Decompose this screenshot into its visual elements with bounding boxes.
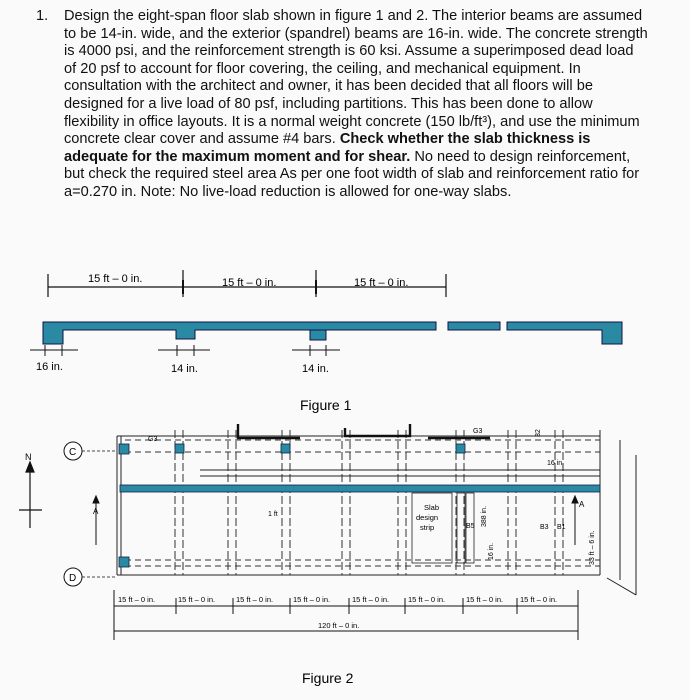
section-a-right: A	[579, 500, 585, 509]
bottom-span-4: 15 ft – 0 in.	[293, 595, 331, 604]
problem-number: 1.	[36, 8, 49, 24]
dim-33-label: 33 ft – 6 in.	[589, 530, 596, 565]
total-length-label: 120 ft – 0 in.	[318, 621, 360, 630]
slab-strip-line-2: design	[416, 513, 439, 522]
bottom-span-6: 15 ft – 0 in.	[408, 595, 446, 604]
grid-c-label: C	[69, 447, 77, 458]
dim-32-label: 32	[535, 429, 542, 437]
bottom-span-7: 15 ft – 0 in.	[466, 595, 504, 604]
g3-left-label: G3	[148, 436, 158, 443]
fig1-span-2: 15 ft – 0 in.	[222, 277, 277, 289]
figure1-caption: Figure 1	[300, 397, 352, 413]
problem-text-1: Design the eight-span floor slab shown in figure 1 and 2. The interior beams are assumed to be 14-in. wide, and the exterior (spandrel) beams are 16-in. wide. The concrete strength is 4000 psi, and the reinforcement strength is 60 ksi. Assume a superimposed dead load of 20 psf to account for floor covering, the ceiling, and mechanical equipment. In consultation with the architect and owner, it has been decided that all floors will be designed for a live load of 80 psf, including partitions. This has been done to allow flexibility in office layouts. It is a normal weight concrete (150 lb/ft³), and use the minimum concrete clear cover and assume #4 bars.	[64, 8, 648, 148]
bottom-span-5: 15 ft – 0 in.	[352, 595, 390, 604]
fig1-span-3: 15 ft – 0 in.	[354, 277, 409, 289]
b3-label: B3	[540, 524, 549, 531]
bottom-span-8: 15 ft – 0 in.	[520, 595, 558, 604]
fig1-beam-int-1: 14 in.	[171, 363, 198, 375]
problem-text-bold: Check whether the slab thickness is adequate for the maximum moment and for shear.	[64, 131, 591, 165]
figure2-caption: Figure 2	[302, 670, 354, 686]
dim-16-top-label: 16 in.	[547, 460, 565, 467]
grid-d-label: D	[69, 573, 77, 584]
b1-label: B1	[557, 524, 566, 531]
north-arrow-icon	[19, 462, 42, 528]
one-ft-label: 1 ft	[268, 511, 278, 518]
fig1-beam-int-2: 14 in.	[302, 363, 329, 375]
fig1-span-1: 15 ft – 0 in.	[88, 273, 143, 285]
g3-right-label: G3	[473, 428, 483, 435]
slab-strip-label	[416, 503, 441, 532]
slab-design-strip-band	[120, 485, 600, 492]
bottom-span-3: 15 ft – 0 in.	[236, 595, 274, 604]
bottom-span-1: 15 ft – 0 in.	[118, 595, 156, 604]
b5-label: B5	[466, 523, 475, 530]
dim-16-label: 16 in.	[488, 542, 495, 560]
slab-strip-line-3: strip	[420, 523, 435, 532]
bottom-span-2: 15 ft – 0 in.	[178, 595, 216, 604]
section-a-left: A	[93, 507, 99, 516]
dim-388-label: 388 in.	[481, 505, 488, 527]
problem-text-2: No need to design reinforcement, but check the required steel area As per one foot width of slab and reinforcement ratio for a=0.270 in. Note: No live-load reduction is allowed for one-way slabs.	[64, 148, 640, 200]
north-label: N	[25, 452, 32, 462]
slab-strip-line-1: Slab	[424, 503, 440, 512]
fig1-beam-ext: 16 in.	[36, 361, 63, 373]
